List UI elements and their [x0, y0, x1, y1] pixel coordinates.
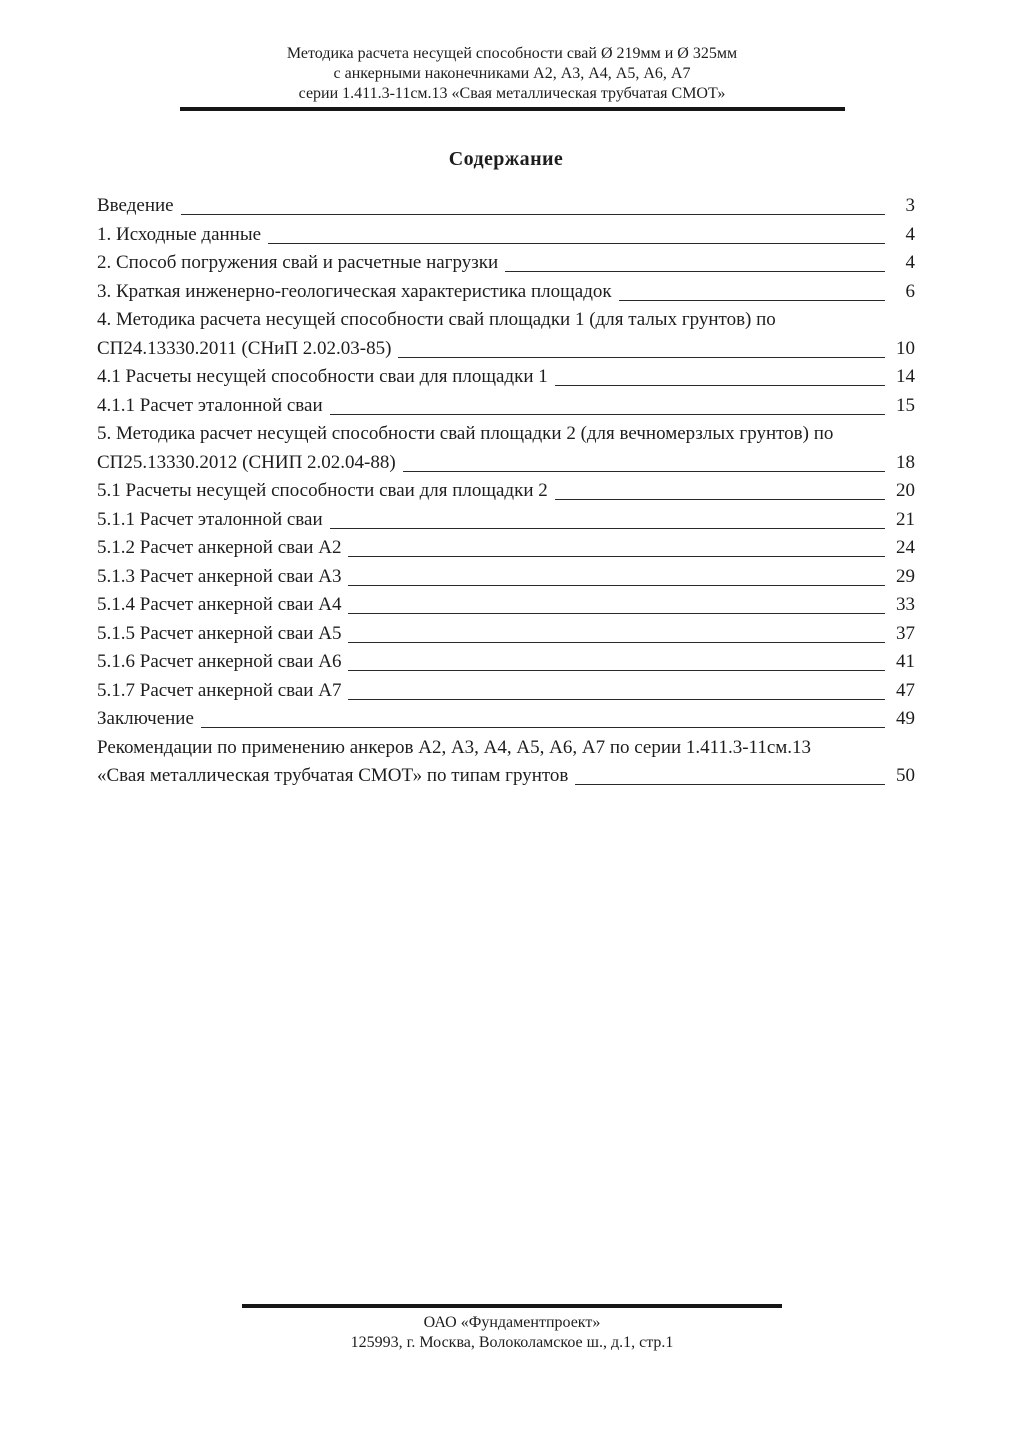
toc-leader-line — [348, 699, 885, 700]
toc-row — [97, 591, 915, 620]
toc-page-number: 3 — [905, 195, 915, 216]
toc-row — [97, 449, 915, 478]
toc-row — [97, 278, 915, 307]
toc-entry-text: 5.1.6 Расчет анкерной сваи А6 — [97, 651, 342, 672]
header-divider — [180, 107, 845, 111]
toc-entry-text: СП25.13330.2012 (СНИП 2.02.04-88) — [97, 451, 396, 473]
toc-entry-text: Рекомендации по применению анкеров А2, А3, А4, А5, А6, А7 по серии 1.411.3-11см.13 — [97, 736, 812, 758]
toc-page-number: 14 — [896, 366, 915, 387]
toc-page-number: 50 — [896, 765, 915, 786]
toc-entry-text: 5.1.2 Расчет анкерной сваи А2 — [97, 537, 342, 558]
toc-row — [97, 221, 915, 250]
toc-row — [97, 506, 915, 535]
toc-row — [97, 477, 915, 506]
toc-page-number: 18 — [896, 451, 915, 473]
toc-leader-line — [398, 357, 885, 358]
toc-leader-line — [268, 243, 885, 244]
toc-entry-text: 5.1.7 Расчет анкерной сваи А7 — [97, 679, 342, 701]
toc-page-number: 10 — [896, 337, 915, 359]
toc-page-number: 37 — [896, 622, 915, 644]
toc-row — [97, 705, 915, 734]
toc-page-number: 21 — [896, 508, 915, 530]
toc-row — [97, 306, 915, 335]
footer-organization: ОАО «Фундаментпроект» — [423, 1314, 601, 1331]
toc-leader-line — [330, 414, 885, 415]
toc-row — [97, 363, 915, 392]
toc-leader-line — [348, 585, 885, 586]
toc-row — [97, 392, 915, 421]
toc-entry-text: 5.1.1 Расчет эталонной сваи — [97, 508, 323, 530]
toc-page-number: 49 — [896, 708, 915, 729]
toc-leader-line — [575, 784, 885, 785]
toc-page-number: 29 — [896, 565, 915, 587]
toc-row — [97, 620, 915, 649]
toc-leader-line — [505, 271, 885, 272]
toc-page-number: 20 — [896, 480, 915, 501]
toc-page-number: 47 — [896, 679, 915, 701]
toc-entry-text: 4.1.1 Расчет эталонной сваи — [97, 394, 323, 416]
toc-leader-line — [619, 300, 885, 301]
document-footer — [0, 1313, 1024, 1353]
toc-page-number: 24 — [896, 537, 915, 558]
toc-entry-text: 1. Исходные данные — [97, 223, 262, 245]
header-line-1: Методика расчета несущей способности свай Ø 219мм и Ø 325мм — [286, 45, 738, 62]
toc-page-number: 4 — [905, 252, 915, 273]
toc-row — [97, 335, 915, 364]
toc-entry-text: 5.1.5 Расчет анкерной сваи А5 — [97, 622, 342, 644]
toc-entry-text: 5. Методика расчет несущей способности свай площадки 2 (для вечномерзлых грунтов) по — [97, 423, 834, 444]
toc-page-number: 41 — [896, 651, 915, 672]
toc-leader-line — [181, 214, 885, 215]
toc-entry-text: Заключение — [97, 708, 194, 729]
toc-row — [97, 734, 915, 763]
table-of-contents — [97, 148, 915, 791]
document-header — [0, 44, 1024, 104]
toc-row — [97, 677, 915, 706]
header-line-2: с анкерными наконечниками А2, А3, А4, А5, А6, А7 — [333, 65, 691, 82]
toc-row — [97, 420, 915, 449]
toc-entry-text: СП24.13330.2011 (СНиП 2.02.03-85) — [97, 337, 392, 359]
footer-divider — [242, 1304, 782, 1308]
footer-address: 125993, г. Москва, Волоколамское ш., д.1, стр.1 — [350, 1334, 674, 1351]
toc-entry-text: 3. Краткая инженерно-геологическая характеристика площадок — [97, 280, 612, 302]
toc-entry-text: 2. Способ погружения свай и расчетные нагрузки — [97, 252, 499, 273]
toc-entry-text: 5.1.4 Расчет анкерной сваи А4 — [97, 594, 342, 615]
toc-row — [97, 762, 915, 791]
header-line-3: серии 1.411.3-11см.13 «Свая металлическая трубчатая СМОТ» — [298, 85, 726, 102]
toc-row — [97, 534, 915, 563]
toc-entry-text: 5.1 Расчеты несущей способности сваи для площадки 2 — [97, 480, 548, 501]
toc-entry-text: 5.1.3 Расчет анкерной сваи А3 — [97, 565, 342, 587]
toc-entry-text: «Свая металлическая трубчатая СМОТ» по типам грунтов — [97, 765, 569, 786]
toc-leader-line — [555, 499, 885, 500]
toc-entry-text: Введение — [97, 195, 174, 216]
toc-page-number: 4 — [905, 223, 915, 245]
toc-page-number: 33 — [896, 594, 915, 615]
toc-row — [97, 563, 915, 592]
toc-row — [97, 648, 915, 677]
toc-leader-line — [201, 727, 885, 728]
toc-entry-text: 4. Методика расчета несущей способности свай площадки 1 (для талых грунтов) по — [97, 309, 776, 330]
toc-page-number: 6 — [905, 280, 915, 302]
toc-row — [97, 192, 915, 221]
toc-leader-line — [403, 471, 885, 472]
toc-entry-text: 4.1 Расчеты несущей способности сваи для площадки 1 — [97, 366, 548, 387]
toc-leader-line — [348, 613, 885, 614]
toc-rows — [97, 192, 915, 791]
toc-leader-line — [348, 670, 885, 671]
toc-leader-line — [330, 528, 885, 529]
toc-leader-line — [348, 556, 885, 557]
page-title: Содержание — [448, 148, 564, 170]
toc-page-number: 15 — [896, 394, 915, 416]
toc-row — [97, 249, 915, 278]
toc-leader-line — [555, 385, 885, 386]
toc-leader-line — [348, 642, 885, 643]
